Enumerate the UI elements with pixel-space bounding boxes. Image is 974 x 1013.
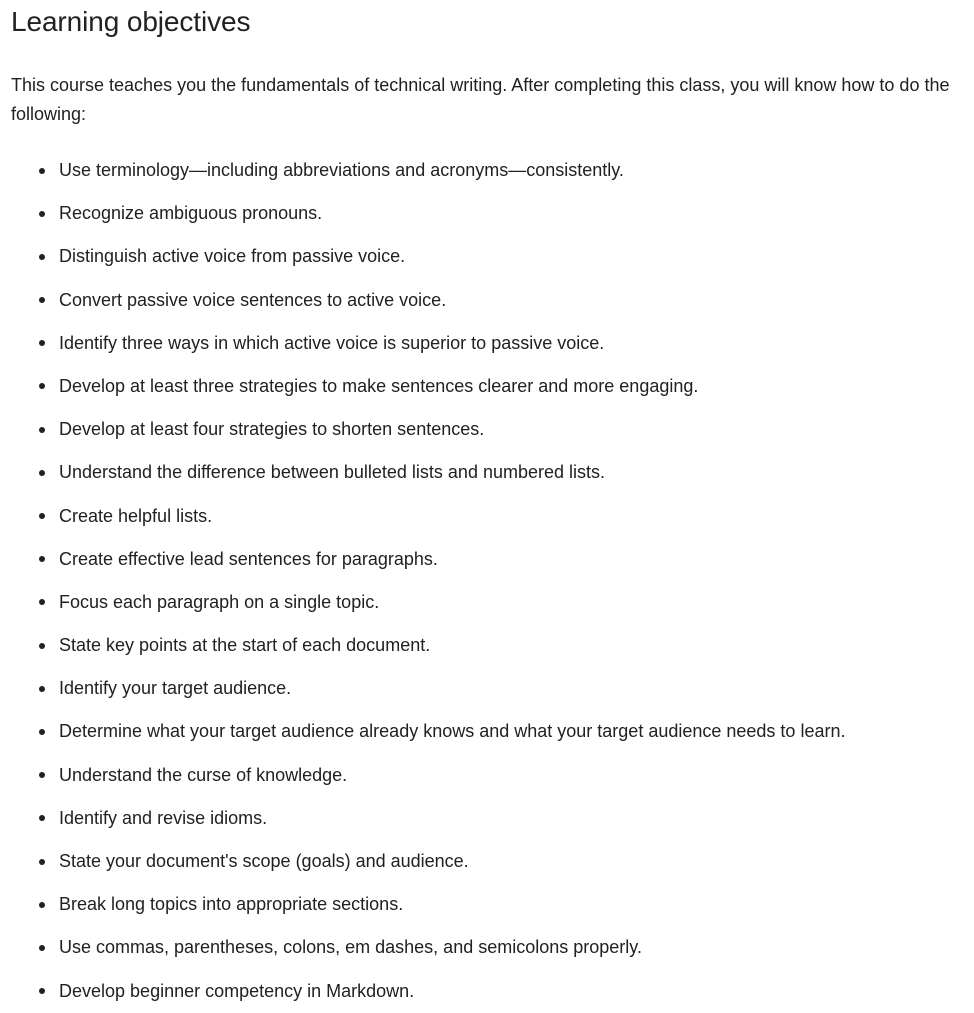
bullet-icon [39, 945, 45, 951]
list-item [11, 365, 974, 408]
bullet-icon [39, 556, 45, 562]
list-item [11, 495, 974, 538]
list-item-text: Use terminology—including abbreviations and acronyms—consistently. [59, 160, 624, 180]
bullet-icon [39, 643, 45, 649]
list-item-text: Identify three ways in which active voice is superior to passive voice. [59, 332, 605, 353]
bullet-icon [39, 815, 45, 821]
bullet-icon [39, 859, 45, 865]
list-item-text: Develop beginner competency in Markdown. [59, 980, 415, 1001]
list-item-text: Use commas, parentheses, colons, em dashes, and semicolons properly. [59, 937, 642, 958]
list-item-text: Identify and revise idioms. [59, 807, 268, 828]
list-item [11, 451, 974, 494]
list-item-text: Identify your target audience. [59, 678, 292, 699]
list-item [11, 408, 974, 451]
bullet-icon [39, 988, 45, 994]
list-item-text: Focus each paragraph on a single topic. [59, 591, 380, 612]
list-item [11, 538, 974, 581]
list-item-text: Create effective lead sentences for paragraphs. [59, 548, 438, 569]
list-item [11, 667, 974, 710]
list-item [11, 624, 974, 667]
list-item-text: Understand the difference between bulleted lists and numbered lists. [59, 462, 606, 483]
bullet-icon [39, 383, 45, 389]
list-item-text: State your document's scope (goals) and audience. [59, 851, 469, 871]
bullet-icon [39, 427, 45, 433]
list-item-text: Develop at least three strategies to make sentences clearer and more engaging. [59, 375, 699, 396]
list-item-text: Create helpful lists. [59, 505, 213, 526]
list-item-text: Distinguish active voice from passive voice. [59, 246, 406, 267]
bullet-icon [39, 686, 45, 692]
bullet-icon [39, 902, 45, 908]
list-item [11, 322, 974, 365]
list-item-text: State key points at the start of each document. [59, 635, 431, 656]
bullet-icon [39, 168, 45, 174]
list-item [11, 581, 974, 624]
page-title: Learning objectives [11, 6, 251, 37]
bullet-icon [39, 297, 45, 303]
list-item [11, 235, 974, 278]
list-item-text: Convert passive voice sentences to active voice. [59, 289, 447, 310]
list-item [11, 883, 974, 926]
bullet-icon [39, 254, 45, 260]
list-item-text: Understand the curse of knowledge. [59, 764, 348, 785]
list-item [11, 970, 974, 1013]
list-item [11, 926, 974, 969]
objectives-list [11, 149, 974, 1013]
list-item-text: Recognize ambiguous pronouns. [59, 203, 323, 224]
list-item [11, 754, 974, 797]
list-item [11, 797, 974, 840]
intro-paragraph: This course teaches you the fundamentals of technical writing. After completing this class, you will know how to do the following: [11, 75, 950, 124]
bullet-icon [39, 211, 45, 217]
bullet-icon [39, 772, 45, 778]
list-item [11, 279, 974, 322]
bullet-icon [39, 599, 45, 605]
list-item-text: Develop at least four strategies to shorten sentences. [59, 419, 485, 440]
list-item [11, 710, 974, 753]
list-item [11, 840, 974, 883]
bullet-icon [39, 513, 45, 519]
list-item [11, 149, 974, 192]
bullet-icon [39, 729, 45, 735]
list-item [11, 192, 974, 235]
list-item-text: Break long topics into appropriate sections. [59, 894, 404, 915]
bullet-icon [39, 340, 45, 346]
list-item-text: Determine what your target audience already knows and what your target audience needs to learn. [59, 721, 846, 742]
bullet-icon [39, 470, 45, 476]
